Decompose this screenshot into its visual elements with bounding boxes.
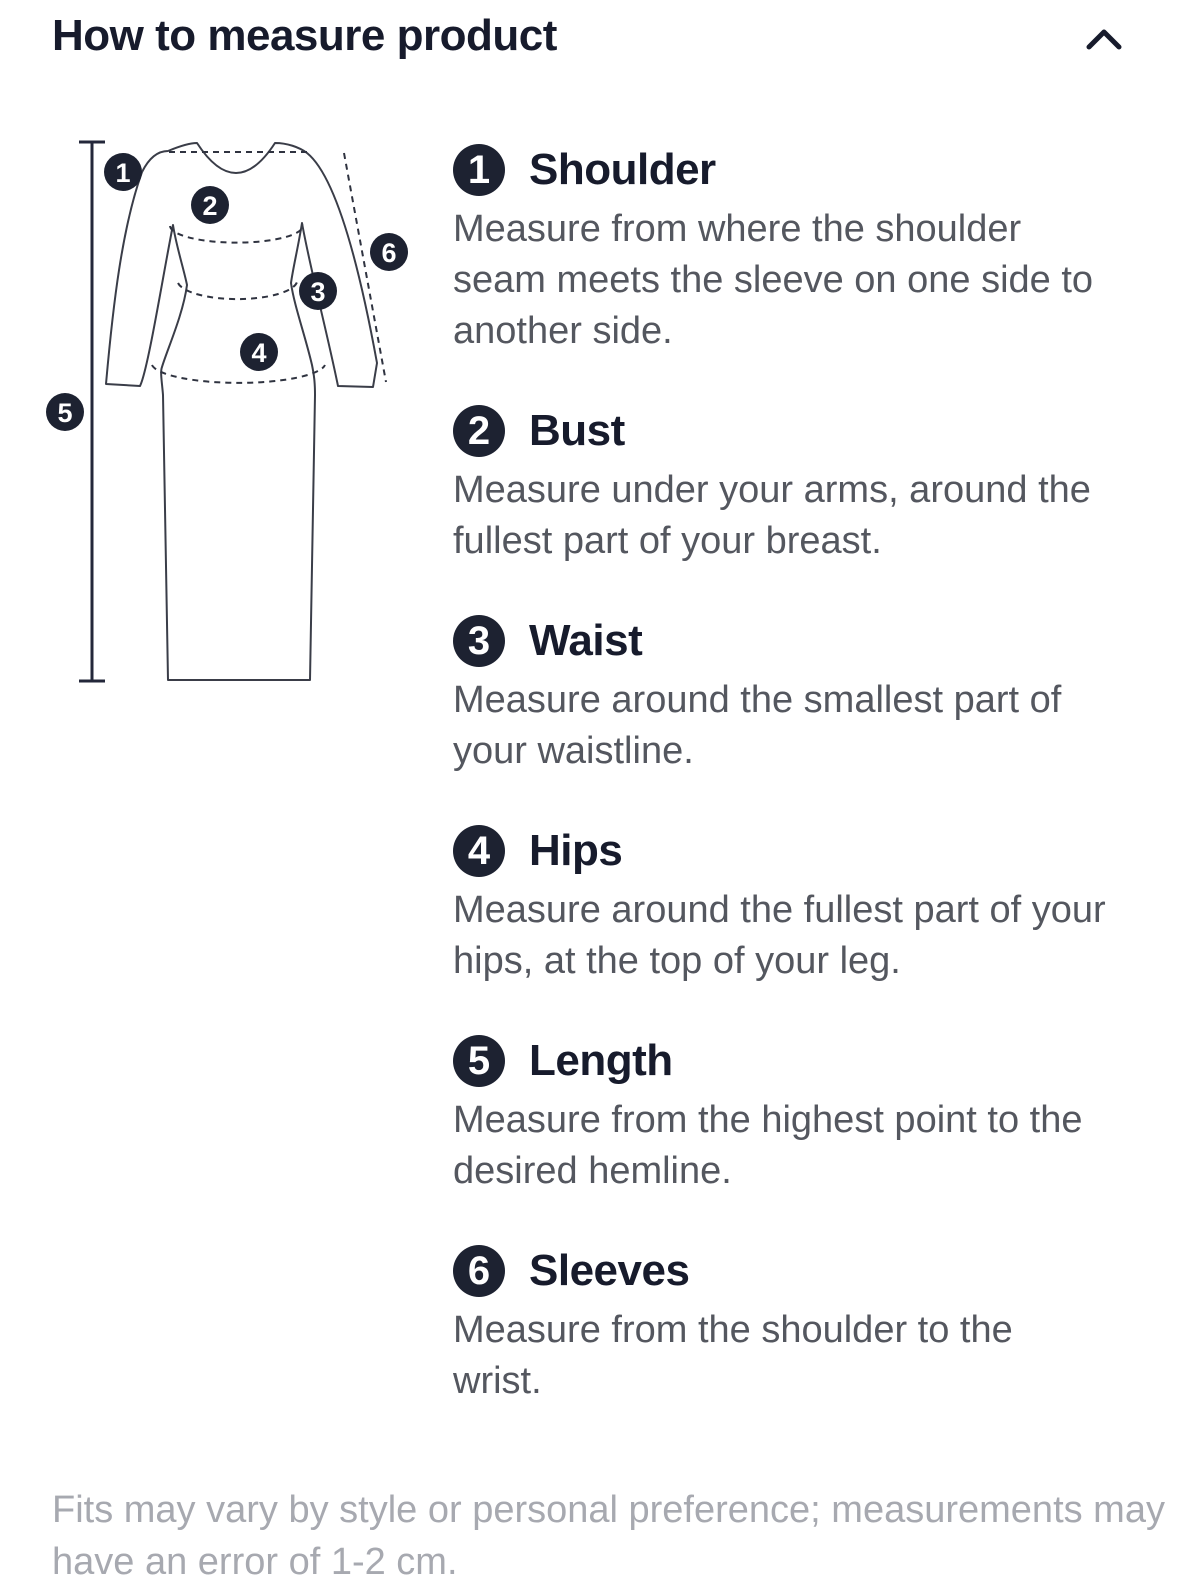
item-number-badge: 6 — [453, 1245, 505, 1297]
diagram-marker-bust — [191, 186, 229, 224]
measure-item-waist — [453, 615, 1153, 777]
item-title-row — [453, 144, 1153, 196]
item-number-badge: 4 — [453, 825, 505, 877]
svg-text:2: 2 — [202, 191, 218, 221]
chevron-up-icon — [1084, 27, 1124, 53]
item-description: Measure under your arms, around the fullest part of your breast. — [453, 469, 1091, 562]
dress-measurement-diagram — [0, 120, 470, 720]
item-number-badge: 2 — [453, 405, 505, 457]
item-title: Shoulder — [529, 145, 716, 194]
item-title: Sleeves — [529, 1246, 690, 1295]
measure-item-sleeves — [453, 1245, 1153, 1407]
item-description: Measure from the shoulder to the wrist. — [453, 1309, 1013, 1402]
measure-item-bust — [453, 405, 1153, 567]
item-description: Measure from the highest point to the desired hemline. — [453, 1099, 1083, 1192]
svg-text:1: 1 — [115, 158, 131, 188]
item-title: Bust — [529, 406, 625, 455]
diagram-marker-length — [46, 393, 84, 431]
item-title: Length — [529, 1036, 673, 1085]
diagram-marker-sleeves — [370, 233, 408, 271]
svg-text:3: 3 — [310, 277, 326, 307]
item-description: Measure around the fullest part of your hips, at the top of your leg. — [453, 889, 1106, 982]
svg-text:4: 4 — [251, 338, 267, 368]
svg-text:6: 6 — [381, 238, 397, 268]
diagram-marker-waist — [299, 272, 337, 310]
diagram-marker-hips — [240, 333, 278, 371]
fit-disclaimer: Fits may vary by style or personal preference; measurements may have an error of 1-2 cm. — [52, 1489, 1165, 1581]
item-description: Measure from where the shoulder seam meets the sleeve on one side to another side. — [453, 208, 1094, 352]
panel-title: How to measure product — [52, 11, 557, 60]
dress-outline — [106, 143, 377, 680]
item-title: Waist — [529, 616, 643, 665]
item-title-row — [453, 825, 1153, 877]
item-description: Measure around the smallest part of your waistline. — [453, 679, 1062, 772]
measure-item-hips — [453, 825, 1153, 987]
item-title: Hips — [529, 826, 623, 875]
measure-item-shoulder — [453, 144, 1153, 357]
item-number-badge: 1 — [453, 144, 505, 196]
item-title-row — [453, 405, 1153, 457]
item-number-badge: 3 — [453, 615, 505, 667]
item-title-row — [453, 1035, 1153, 1087]
item-title-row — [453, 615, 1153, 667]
svg-text:5: 5 — [57, 398, 73, 428]
item-title-row — [453, 1245, 1153, 1297]
item-number-badge: 5 — [453, 1035, 505, 1087]
collapse-section-button[interactable] — [1078, 18, 1130, 62]
measurement-list — [453, 144, 1153, 1455]
diagram-marker-shoulder — [104, 153, 142, 191]
measure-item-length — [453, 1035, 1153, 1197]
